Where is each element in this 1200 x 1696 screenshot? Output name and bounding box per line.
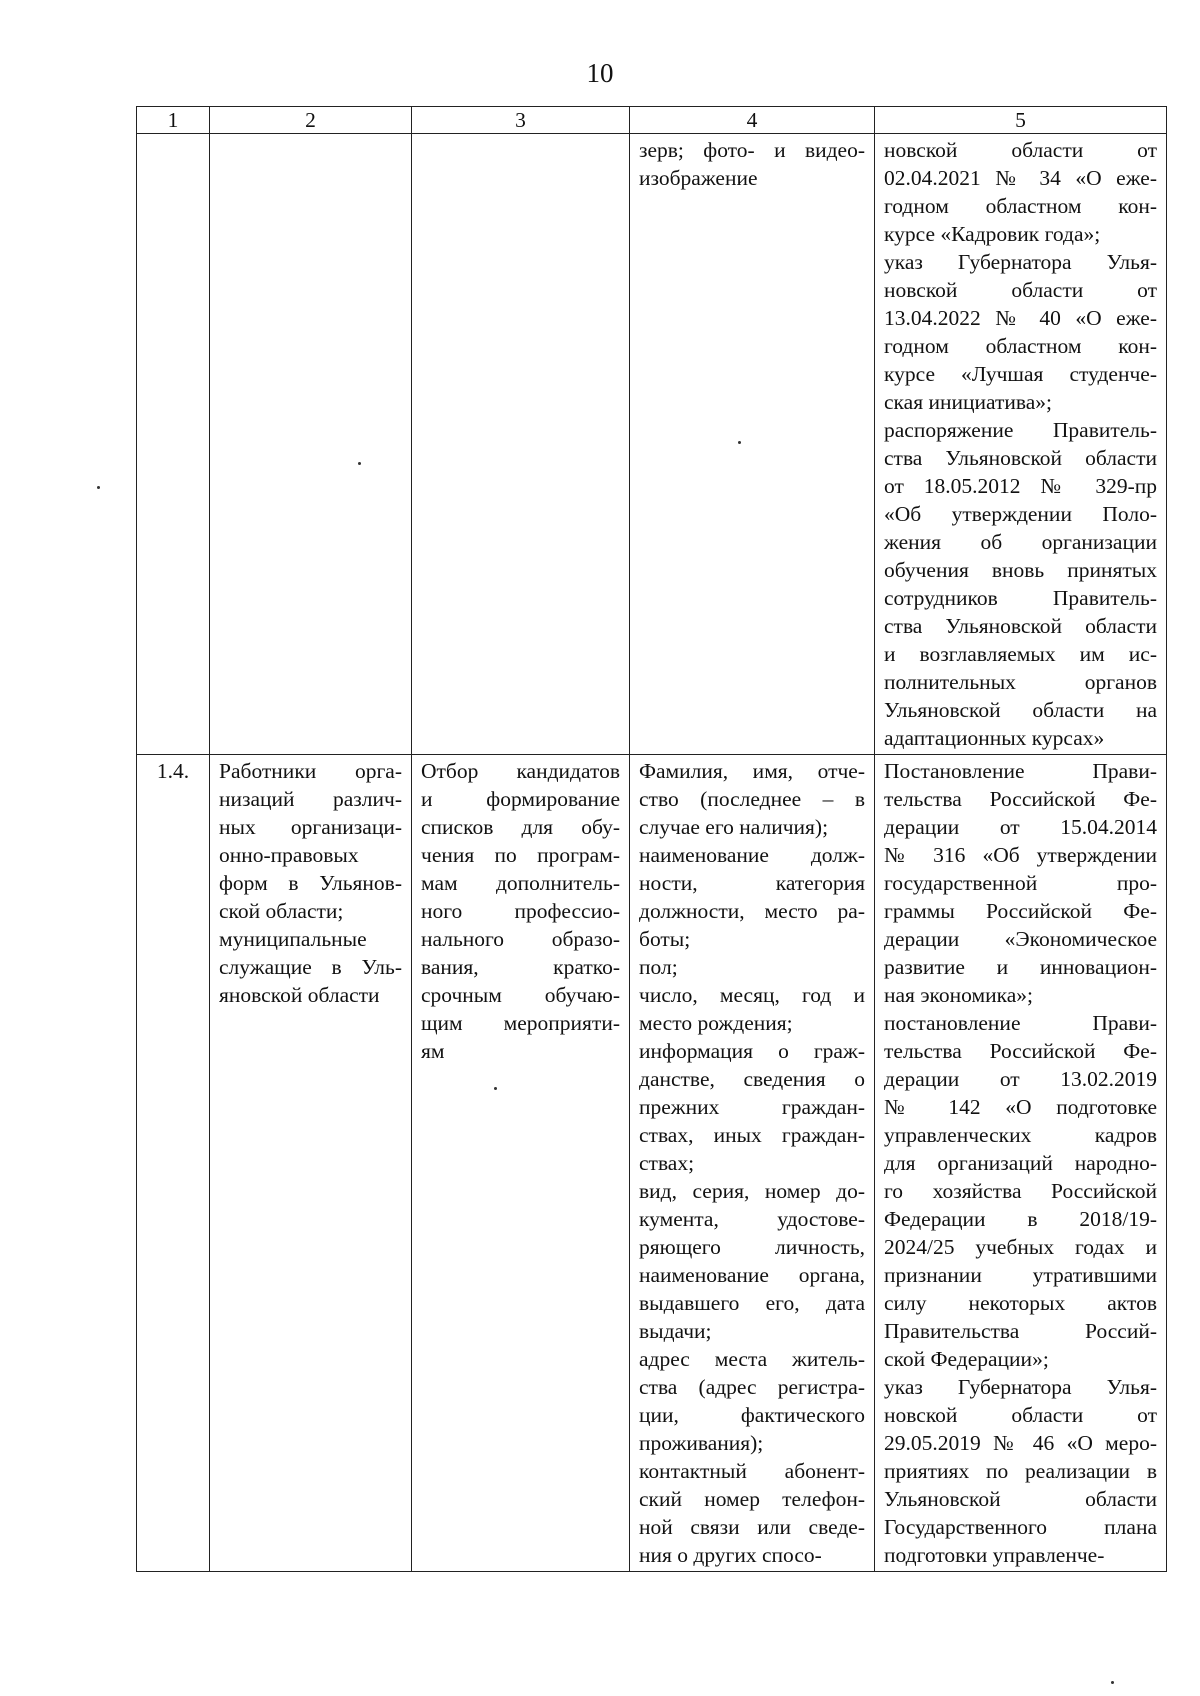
cont-col4-cell xyxy=(630,134,875,755)
text-line: мам дополнитель- xyxy=(421,871,620,895)
text-line: «Об утверждении Поло- xyxy=(884,502,1157,526)
text-line: постановление Прави- xyxy=(884,1011,1157,1035)
text-line: боты; xyxy=(639,927,691,951)
scan-speck xyxy=(358,462,361,465)
text-line: для организаций народно- xyxy=(884,1151,1157,1175)
row-legal-basis-cell xyxy=(875,755,1167,1572)
text-line: ствах; xyxy=(639,1151,695,1175)
text-line: ство (последнее – в xyxy=(639,787,865,811)
text-line: ствах, иных граждан- xyxy=(639,1123,865,1147)
text-line: ния о других спосо- xyxy=(639,1543,822,1567)
text-line: число, месяц, год и xyxy=(639,983,865,1007)
text-line: Фамилия, имя, отче- xyxy=(639,759,865,783)
text-line: проживания); xyxy=(639,1431,764,1455)
text-line: контактный абонент- xyxy=(639,1459,865,1483)
text-line: развитие и инновацион- xyxy=(884,955,1157,979)
text-line: случае его наличия); xyxy=(639,815,829,839)
page-number: 10 xyxy=(586,58,614,88)
header-cell-1: 1 xyxy=(137,107,210,134)
text-line: списков для обу- xyxy=(421,815,620,839)
row-category-cell xyxy=(210,755,412,1572)
row-purpose-cell xyxy=(412,755,630,1572)
text-line: Государственного плана xyxy=(884,1515,1157,1539)
text-line: низаций различ- xyxy=(219,787,402,811)
text-line: от 18.05.2012 № 329-пр xyxy=(884,474,1157,498)
text-line: ного профессио- xyxy=(421,899,620,923)
table-row-1-4 xyxy=(137,755,1167,1572)
cont-col1-cell xyxy=(137,134,210,755)
text-line: новской области от xyxy=(884,138,1157,162)
text-line: ская инициатива»; xyxy=(884,390,1053,414)
text-line: Федерации в 2018/19- xyxy=(884,1207,1157,1231)
text-line: нального образо- xyxy=(421,927,620,951)
text-line: ции, фактического xyxy=(639,1403,865,1427)
header-cell-5: 5 xyxy=(875,107,1167,134)
text-line: обучения вновь принятых xyxy=(884,558,1157,582)
text-line: курсе «Кадровик года»; xyxy=(884,222,1101,246)
text-line: адаптационных курсах» xyxy=(884,726,1105,750)
text-line: новской области от xyxy=(884,1403,1157,1427)
text-line: ных организаци- xyxy=(219,815,402,839)
text-line: жения об организации xyxy=(884,530,1157,554)
header-cell-3: 3 xyxy=(412,107,630,134)
text-line: новской области от xyxy=(884,278,1157,302)
text-line: Постановление Прави- xyxy=(884,759,1157,783)
text-line: ства (адрес регистра- xyxy=(639,1375,865,1399)
text-line: место рождения; xyxy=(639,1011,793,1035)
cont-col3-cell xyxy=(412,134,630,755)
row-number-cell: 1.4. xyxy=(137,755,210,1572)
text-line: адрес места житель- xyxy=(639,1347,865,1371)
text-line: подготовки управленче- xyxy=(884,1543,1105,1567)
text-line: курсе «Лучшая студенче- xyxy=(884,362,1157,386)
text-line: 13.04.2022 № 40 «О еже- xyxy=(884,306,1157,330)
text-line: 2024/25 учебных годах и xyxy=(884,1235,1157,1259)
cont-col5-cell xyxy=(875,134,1167,755)
text-line: яновской области xyxy=(219,983,380,1007)
text-line: тельства Российской Фе- xyxy=(884,787,1157,811)
header-cell-2: 2 xyxy=(210,107,412,134)
text-line: данстве, сведения о xyxy=(639,1067,865,1091)
text-line: Работники орга- xyxy=(219,759,402,783)
text-line: выдавшего его, дата xyxy=(639,1291,865,1315)
text-line: указ Губернатора Улья- xyxy=(884,250,1157,274)
text-line: пол; xyxy=(639,955,678,979)
text-line: вид, серия, номер до- xyxy=(639,1179,865,1203)
text-line: прежних граждан- xyxy=(639,1095,865,1119)
cont-col2-cell xyxy=(210,134,412,755)
document-table xyxy=(136,106,1167,1572)
text-line: и возглавляемых им ис- xyxy=(884,642,1157,666)
text-line: ная экономика»; xyxy=(884,983,1033,1007)
text-line: ства Ульяновской области xyxy=(884,446,1157,470)
text-line: тельства Российской Фе- xyxy=(884,1039,1157,1063)
text-line: ряющего личность, xyxy=(639,1235,865,1259)
text-line: муниципальные xyxy=(219,927,367,951)
text-line: ской области; xyxy=(219,899,344,923)
text-line: и формирование xyxy=(421,787,620,811)
text-line: срочным обучаю- xyxy=(421,983,620,1007)
text-line: Отбор кандидатов xyxy=(421,759,620,783)
text-line: указ Губернатора Улья- xyxy=(884,1375,1157,1399)
text-line: сотрудников Правитель- xyxy=(884,586,1157,610)
table-row-continued xyxy=(137,134,1167,755)
text-line: Ульяновской области на xyxy=(884,698,1157,722)
text-line: зерв; фото- и видео- xyxy=(639,138,865,162)
table-header-row xyxy=(137,107,1167,134)
text-line: управленческих кадров xyxy=(884,1123,1157,1147)
scan-speck xyxy=(738,441,741,444)
text-line: дерации от 15.04.2014 xyxy=(884,815,1157,839)
text-line: служащие в Уль- xyxy=(219,955,402,979)
text-line: полнительных органов xyxy=(884,670,1157,694)
text-line: наименование долж- xyxy=(639,843,865,867)
row-data-list-cell xyxy=(630,755,875,1572)
text-line: Ульяновской области xyxy=(884,1487,1157,1511)
text-line: информация о граж- xyxy=(639,1039,865,1063)
text-line: кумента, удостове- xyxy=(639,1207,865,1231)
text-line: чения по програм- xyxy=(421,843,620,867)
text-line: государственной про- xyxy=(884,871,1157,895)
text-line: выдачи; xyxy=(639,1319,712,1343)
text-line: ной связи или сведе- xyxy=(639,1515,865,1539)
text-line: ям xyxy=(421,1039,445,1063)
text-line: должности, место ра- xyxy=(639,899,865,923)
text-line: Правительства Россий- xyxy=(884,1319,1157,1343)
text-line: ской Федерации»; xyxy=(884,1347,1049,1371)
text-line: граммы Российской Фе- xyxy=(884,899,1157,923)
text-line: форм в Ульянов- xyxy=(219,871,402,895)
text-line: онно-правовых xyxy=(219,843,359,867)
text-line: щим мероприяти- xyxy=(421,1011,620,1035)
text-line: № 316 «Об утверждении xyxy=(884,843,1157,867)
text-line: ский номер телефон- xyxy=(639,1487,865,1511)
text-line: вания, кратко- xyxy=(421,955,620,979)
scan-speck xyxy=(1111,1681,1114,1684)
text-line: 02.04.2021 № 34 «О еже- xyxy=(884,166,1157,190)
text-line: дерации «Экономическое xyxy=(884,927,1157,951)
scan-speck xyxy=(97,486,100,489)
header-cell-4: 4 xyxy=(630,107,875,134)
text-line: го хозяйства Российской xyxy=(884,1179,1157,1203)
text-line: приятиях по реализации в xyxy=(884,1459,1157,1483)
text-line: изображение xyxy=(639,166,758,190)
scan-speck xyxy=(494,1087,497,1090)
text-line: ности, категория xyxy=(639,871,865,895)
text-line: 29.05.2019 № 46 «О меро- xyxy=(884,1431,1157,1455)
text-line: ства Ульяновской области xyxy=(884,614,1157,638)
text-line: признании утратившими xyxy=(884,1263,1157,1287)
text-line: силу некоторых актов xyxy=(884,1291,1157,1315)
text-line: годном областном кон- xyxy=(884,194,1157,218)
text-line: № 142 «О подготовке xyxy=(884,1095,1157,1119)
text-line: наименование органа, xyxy=(639,1263,865,1287)
text-line: дерации от 13.02.2019 xyxy=(884,1067,1157,1091)
text-line: распоряжение Правитель- xyxy=(884,418,1157,442)
text-line: годном областном кон- xyxy=(884,334,1157,358)
